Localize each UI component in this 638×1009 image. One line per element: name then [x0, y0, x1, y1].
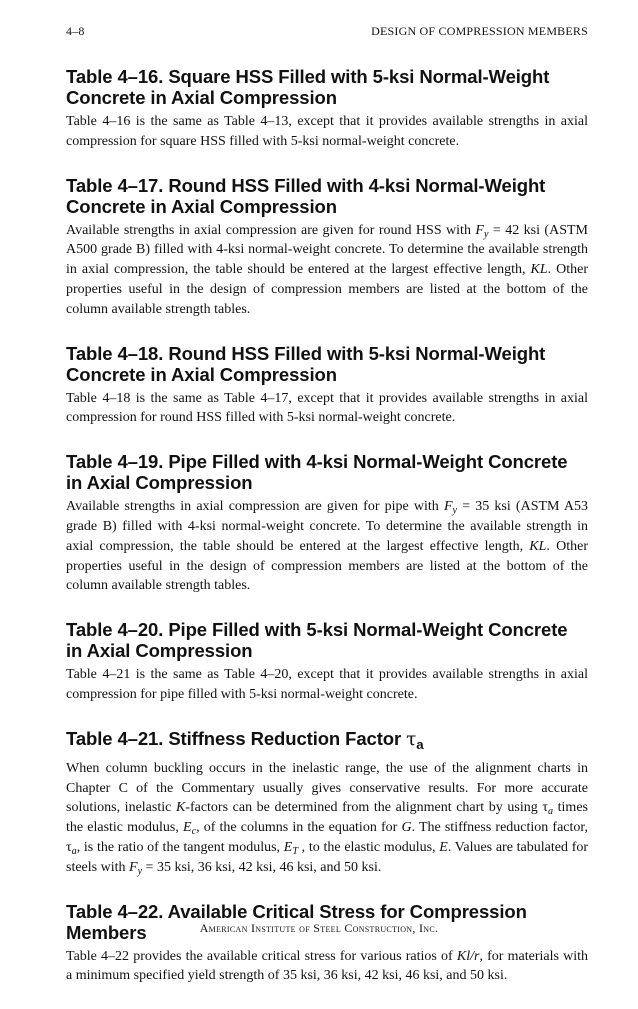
section-heading: Table 4–17. Round HSS Filled with 4-ksi Normal-Weight Concrete in Axial Compression — [66, 174, 546, 217]
section-table-4-18 — [66, 343, 588, 429]
section-paragraph: Available strengths in axial compression are given for round HSS with $F_y = 42$ ksi (ASTM A500 grade B) filled with 4-ksi normal-weight concrete. To determine the available strength in axial compression, the table should be entered at the largest effective length, KL. Other properties useful in the design of compression members are listed at the bottom of the column available strength tables. — [66, 222, 588, 317]
section-paragraph: Table 4–16 is the same as Table 4–13, except that it provides available strengths in axial compression for square HSS filled with 5-ksi normal-weight concrete. — [66, 114, 588, 149]
section-heading: Table 4–18. Round HSS Filled with 5-ksi Normal-Weight Concrete in Axial Compression — [66, 342, 546, 385]
page-body — [66, 66, 588, 1009]
tau-symbol: τ — [406, 728, 417, 750]
section-table-4-20 — [66, 619, 588, 705]
page-footer: American Institute of Steel Construction, Inc. — [199, 921, 439, 935]
section-table-4-19 — [66, 451, 588, 596]
page-number: 4–8 — [66, 24, 85, 38]
section-table-4-21 — [66, 728, 588, 878]
section-paragraph: Table 4–22 provides the available critical stress for various ratios of Kl/r, for materials with a minimum specified yield strength of 35 ksi, 36 ksi, 42 ksi, 46 ksi, and 50 ksi. — [66, 948, 589, 984]
section-table-4-17 — [66, 175, 588, 320]
section-heading: Table 4–16. Square HSS Filled with 5-ksi Normal-Weight Concrete in Axial Compression — [66, 66, 550, 108]
running-title: DESIGN OF COMPRESSION MEMBERS — [371, 24, 588, 38]
section-table-4-16 — [66, 66, 588, 152]
section-table-4-22 — [66, 901, 588, 987]
section-paragraph: When column buckling occurs in the inelastic range, the use of the alignment charts in Chapter C of the Commentary usually gives conservative results. For more accurate solutions, inelastic K-factors can be determined from the alignment chart by using $\tau_a$ times the elastic modulus, $E_c$, of the columns in the equation for G. The stiffness reduction factor, $\tau_a$, is the ratio of the tangent modulus, $E_T$ , to the elastic modulus, E. Values are tabulated for steels with $F_y = 35$ ksi, 36 ksi, 42 ksi, 46 ksi, and 50 ksi. — [66, 760, 589, 877]
section-paragraph: Table 4–21 is the same as Table 4–20, except that it provides available strengths in axial compression for pipe filled with 5-ksi normal-weight concrete. — [66, 667, 588, 702]
section-paragraph: Available strengths in axial compression are given for pipe with $F_y = 35$ ksi (ASTM A53 grade B) filled with 4-ksi normal-weight concrete. To determine the available strength in axial compression, the table should be entered at the largest effective length, KL. Other properties useful in the design of compression members are listed at the bottom of the column available strength tables. — [66, 499, 588, 594]
section-heading: Table 4–19. Pipe Filled with 4-ksi Normal-Weight Concrete in Axial Compression — [66, 451, 568, 494]
section-heading: Table 4–21. Stiffness Reduction Factor $\tau_a$ — [66, 727, 424, 752]
section-paragraph: Table 4–18 is the same as Table 4–17, except that it provides available strengths in axial compression for round HSS filled with 5-ksi normal-weight concrete. — [66, 390, 588, 426]
section-heading: Table 4–22. Available Critical Stress for Compression Members — [66, 900, 527, 943]
section-heading: Table 4–20. Pipe Filled with 5-ksi Normal-Weight Concrete in Axial Compression — [66, 619, 568, 662]
